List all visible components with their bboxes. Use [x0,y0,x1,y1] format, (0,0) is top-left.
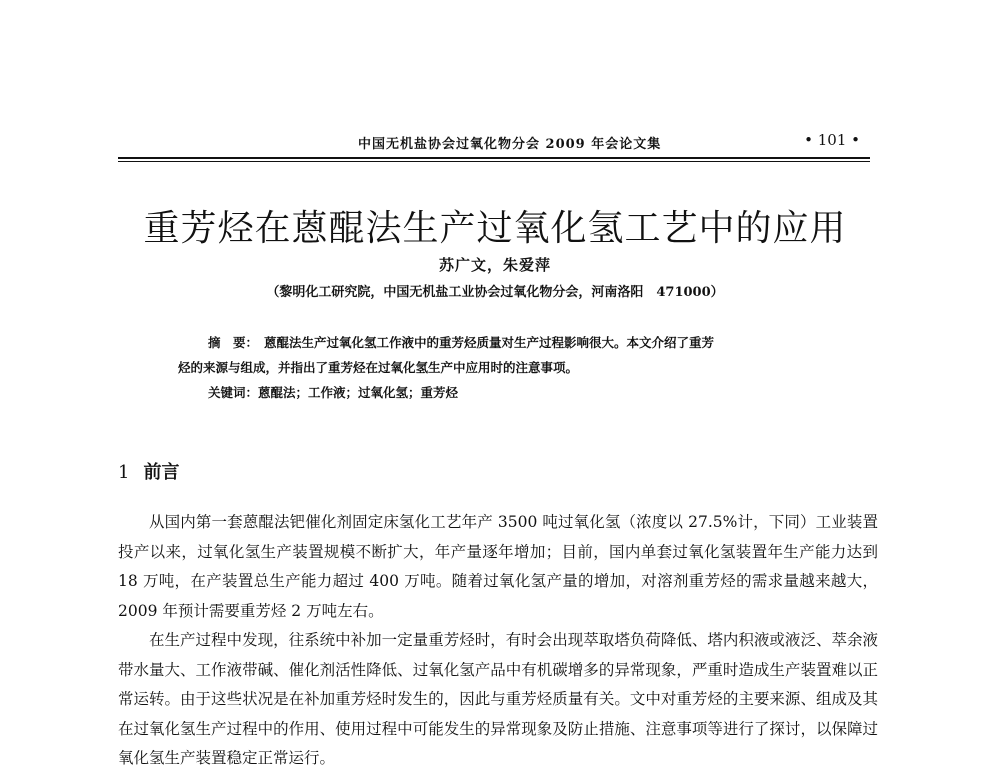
page-number: • 101 • [804,131,860,149]
section-title: 前言 [143,462,180,483]
abstract-text-1: 蒽醌法生产过氧化氢工作液中的重芳烃质量对生产过程影响很大。本文介绍了重芳 [264,335,715,350]
keywords-line [178,380,828,405]
section-heading [118,458,179,484]
paper-authors: 苏广文，朱爱萍 [438,256,551,274]
abstract-label: 摘 要： [208,335,259,350]
paper-title: 重芳烃在蒽醌法生产过氧化氢工艺中的应用 [143,208,847,249]
keywords-label: 关键词： [208,385,259,400]
body-text [118,508,878,774]
header-rule-thin [118,161,870,162]
header-title: 中国无机盐协会过氧化物分会 2009 年会论文集 [358,137,662,152]
paragraph-2: 在生产过程中发现，往系统中补加一定量重芳烃时，有时会出现萃取塔负荷降低、塔内积液或液泛、萃余液带水量大、工作液带碱、催化剂活性降低、过氧化氢产品中有机碳增多的异常现象，严重时造成生产装置难以正常运转。由于这些状况是在补加重芳烃时发生的，因此与重芳烃质量有关。文中对重芳烃的主要来源、组成及其在过氧化氢生产过程中的作用、使用过程中可能发生的异常现象及防止措施、注意事项等进行了探讨，以保障过氧化氢生产装置稳定正常运行。 [118,631,878,767]
abstract-line-1 [178,330,828,355]
keywords-text: 蒽醌法；工作液；过氧化氢；重芳烃 [258,385,459,400]
paper-affiliation: （黎明化工研究院，中国无机盐工业协会过氧化物分会，河南洛阳 471000） [266,285,724,300]
paragraph-1: 从国内第一套蒽醌法钯催化剂固定床氢化工艺年产 3500 吨过氧化氢（浓度以 27.5%计，下同）工业装置投产以来，过氧化氢生产装置规模不断扩大，年产量逐年增加；目前，国内单套过氧化氢装置年生产能力达到 18 万吨，在产装置总生产能力超过 400 万吨。随着过氧化氢产量的增加，对溶剂重芳烃的需求量越来越大，2009 年预计需要重芳烃 2 万吨左右。 [118,513,878,620]
section-number: 1 [118,462,130,483]
header-rule-thick [118,157,870,159]
running-header [118,131,870,151]
abstract-line-2: 烃的来源与组成，并指出了重芳烃在过氧化氢生产中应用时的注意事项。 [178,360,579,375]
abstract-block [178,330,828,405]
